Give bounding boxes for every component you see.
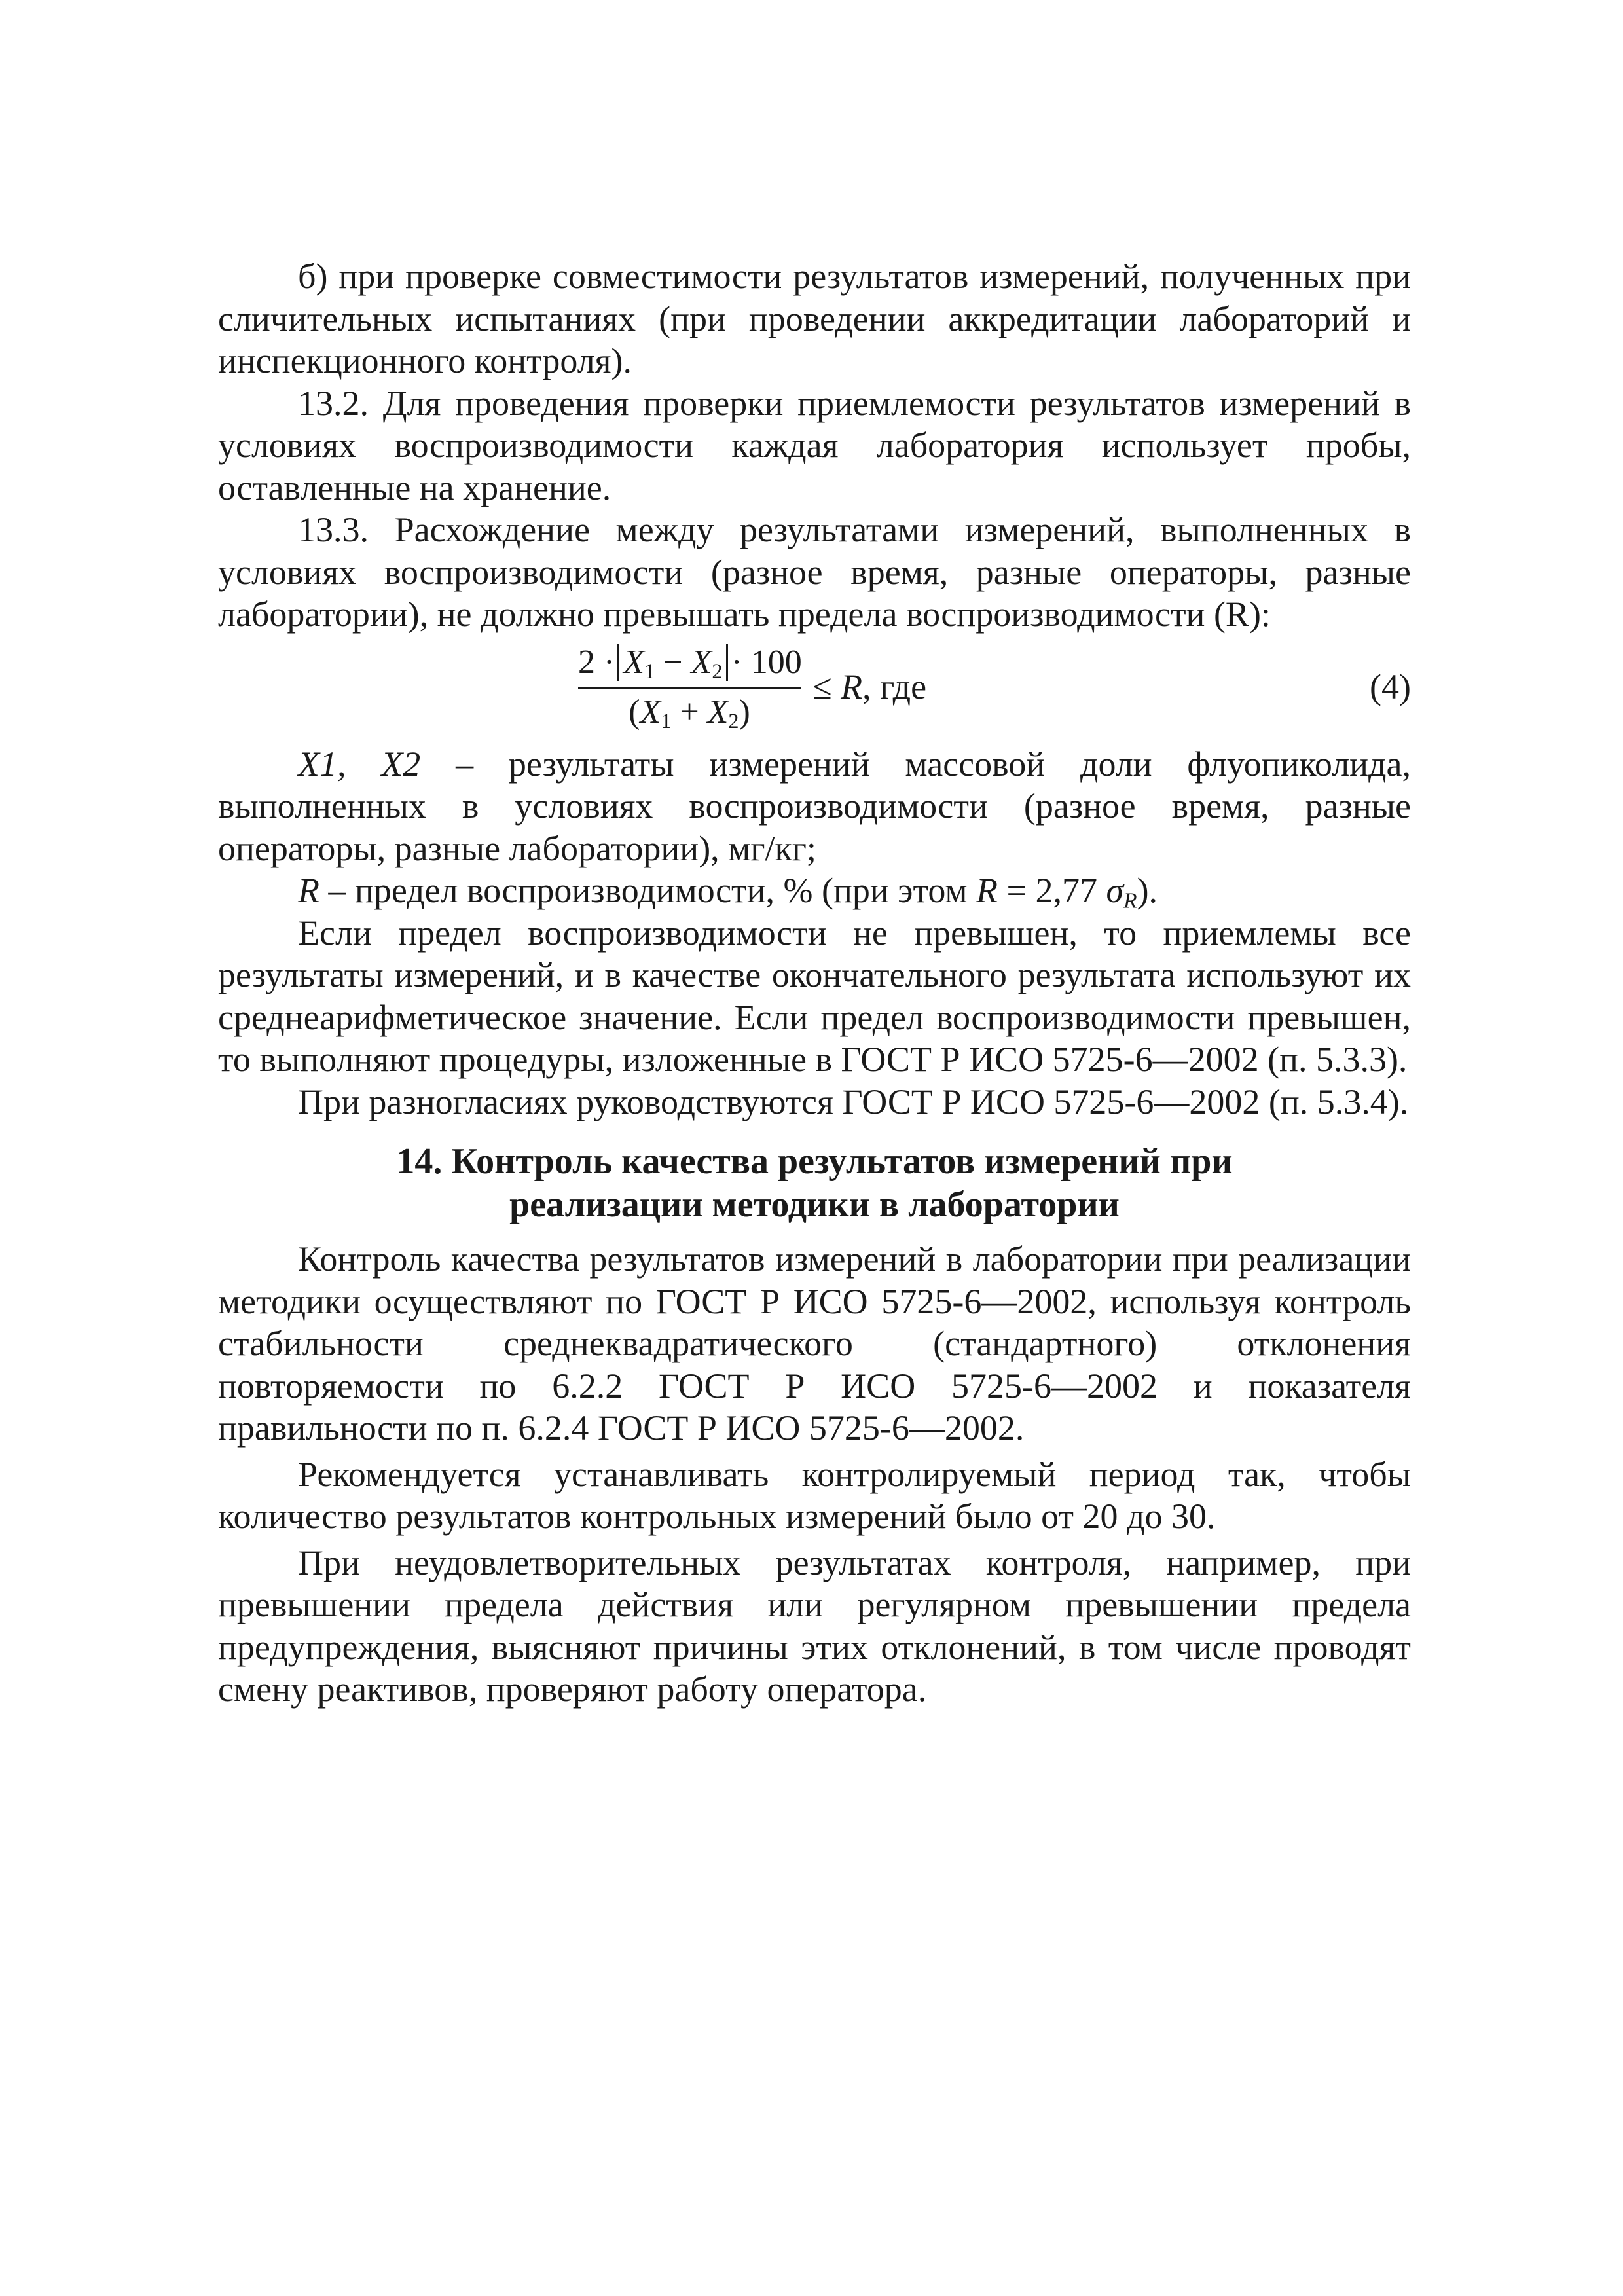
paragraph-13-3: 13.3. Расхождение между результатами измерений, выполненных в условиях воспроизводимости (разное время, разные операторы, разные лаборатории), не должно превышать предела воспроизводимости (R):: [218, 510, 1411, 634]
paragraph-control-period: Рекомендуется устанавливать контролируемый период так, чтобы количество результатов контрольных измерений было от 20 до 30.: [218, 1454, 1411, 1536]
formula-denominator: $(X_1 + X_2)$: [629, 693, 750, 733]
paragraph-13-2: 13.2. Для проведения проверки приемлемости результатов измерений в условиях воспроизводимости каждая лаборатория использует пробы, оставленные на хранение.: [218, 383, 1411, 507]
formula-numerator: $2 \cdot X_1 - X_2 \cdot 100$: [578, 643, 802, 683]
paragraph-unsatisfactory-results: При неудовлетворительных результатах контроля, например, при превышении предела действия или регулярном превышении предела предупреждения, выясняют причины этих отклонений, в том числе проводят смену реактивов, проверяют работу оператора.: [218, 1542, 1411, 1709]
paragraph-limit-not-exceeded: Если предел воспроизводимости не превышен, то приемлемы все результаты измерений, и в качестве окончательного результата используют их среднеарифметическое значение. Если предел воспроизводимости превышен, то выполняют процедуры, изложенные в ГОСТ Р ИСО 5725-6—2002 (п. 5.3.3).: [218, 913, 1411, 1079]
page-content: [218, 255, 1411, 1711]
heading-line-1: 14. Контроль качества результатов измерений при: [396, 1141, 1233, 1182]
absolute-value: $X_1 - X_2$: [617, 644, 728, 681]
formula-4: [218, 640, 1411, 742]
paragraph-quality-control: Контроль качества результатов измерений в лаборатории при реализации методики осуществляют по ГОСТ Р ИСО 5725-6—2002, используя контроль стабильности среднеквадратического (стандартного) отклонения повторяемости по 6.2.2 ГОСТ Р ИСО 5725-6—2002 и показателя правильности по п. 6.2.4 ГОСТ Р ИСО 5725-6—2002.: [218, 1239, 1411, 1448]
paragraph-disagreements: При разногласиях руководствуются ГОСТ Р ИСО 5725-6—2002 (п. 5.3.4).: [298, 1082, 1409, 1121]
formula-fraction: [578, 640, 801, 736]
definition-x1-x2: X1, X2 – результаты измерений массовой доли флуопиколида, выполненных в условиях воспроизводимости (разное время, разные операторы, разные лаборатории), мг/кг;: [218, 744, 1411, 868]
definition-r: R – предел воспроизводимости, % (при этом R = 2,77 $\sigma_R$).: [298, 871, 1158, 913]
equation-number: (4): [1370, 666, 1411, 706]
section-14-heading: [218, 1140, 1411, 1226]
formula-relation: ≤ R, где: [812, 666, 927, 706]
heading-line-2: реализации методики в лаборатории: [509, 1184, 1120, 1225]
paragraph-compatibility-check: б) при проверке совместимости результатов измерений, полученных при сличительных испытаниях (при проведении аккредитации лабораторий и инспекционного контроля).: [218, 257, 1411, 380]
